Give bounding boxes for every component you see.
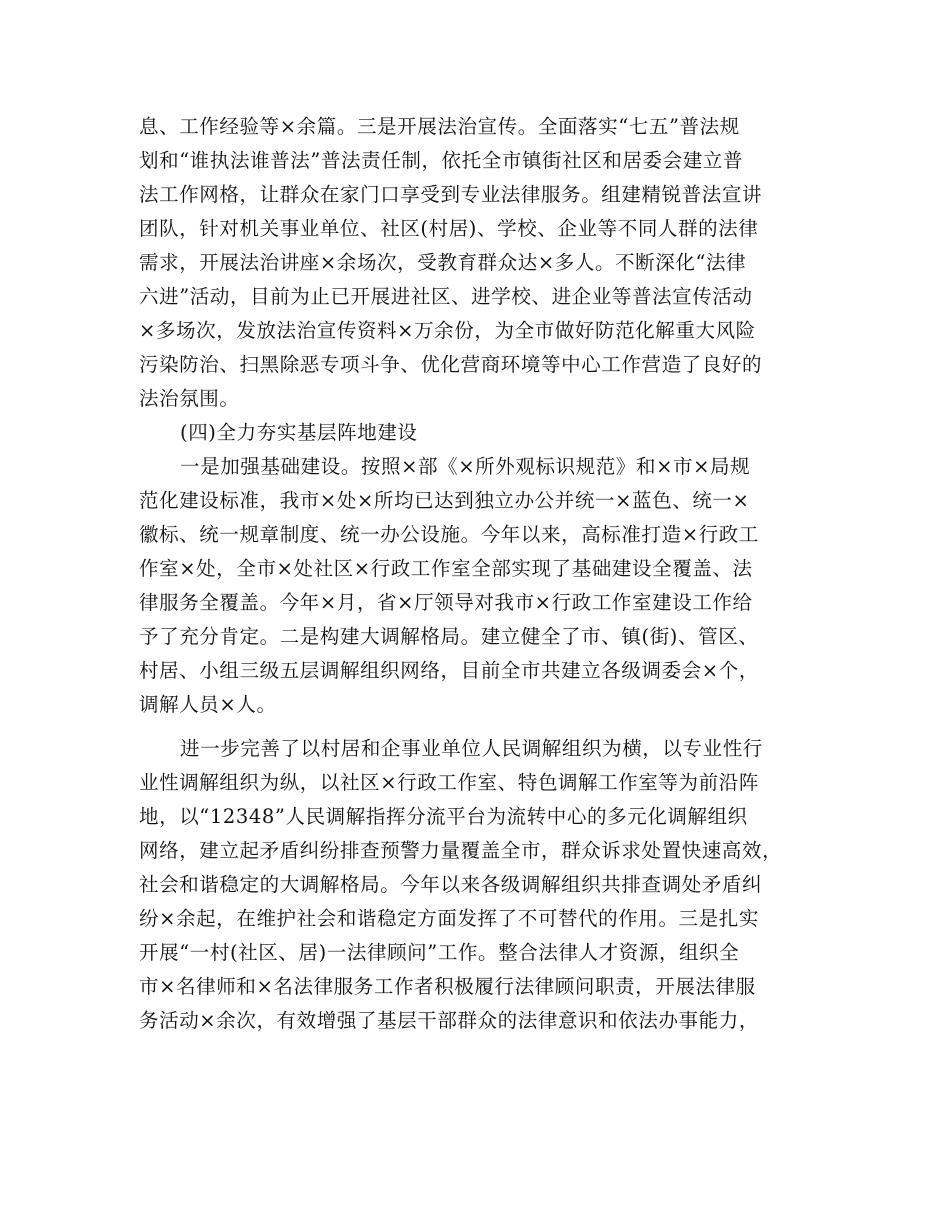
body-text-line: 息、工作经验等×余篇。三是开展法治宣传。全面落实“七五”普法规: [139, 115, 740, 138]
body-text-line: 法工作网格，让群众在家门口享受到专业法律服务。组建精锐普法宣讲: [139, 183, 763, 206]
body-text-line: 开展“一村(社区、居)一法律顾问”工作。整合法律人才资源，组织全: [139, 941, 740, 964]
body-text-line: 范化建设标准，我市×处×所均已达到独立办公并统一×蓝色、统一×: [139, 489, 750, 512]
body-text-line: 调解人员×人。: [139, 693, 277, 716]
body-text-line: 六进”活动，目前为止已开展进社区、进学校、进企业等普法宣传活动: [139, 285, 753, 308]
body-text-line: 作室×处，全市×处社区×行政工作室全部实现了基础建设全覆盖、法: [139, 557, 753, 580]
paragraph-first-line: 一是加强基础建设。按照×部《×所外观标识规范》和×市×局规: [180, 455, 751, 478]
body-text-line: 予了充分肯定。二是构建大调解格局。建立健全了市、镇(街)、管区、: [139, 625, 759, 648]
body-text-line: 徽标、统一规章制度、统一办公设施。今年以来，高标准打造×行政工: [139, 523, 759, 546]
body-text-line: ×多场次，发放法治宣传资料×万余份，为全市做好防范化解重大风险: [139, 319, 756, 342]
body-text-line: 污染防治、扫黑除恶专项斗争、优化营商环境等中心工作营造了良好的: [139, 353, 763, 376]
body-text-line: 网络，建立起矛盾纠纷排查预警力量覆盖全市，群众诉求处置快速高效，: [139, 839, 783, 862]
body-text-line: 法治氛围。: [139, 387, 240, 410]
body-text-line: 需求，开展法治讲座×余场次，受教育群众达×多人。不断深化“法律: [139, 251, 747, 274]
body-text-line: 律服务全覆盖。今年×月，省×厅领导对我市×行政工作室建设工作给: [139, 591, 753, 614]
body-text-line: 划和“谁执法谁普法”普法责任制，依托全市镇街社区和居委会建立普: [139, 149, 744, 172]
body-text-line: 业性调解组织为纵，以社区×行政工作室、特色调解工作室等为前沿阵: [139, 771, 759, 794]
paragraph-first-line: 进一步完善了以村居和企事业单位人民调解组织为横，以专业性行: [180, 737, 763, 760]
body-text-line: 村居、小组三级五层调解组织网络，目前全市共建立各级调委会×个，: [139, 659, 759, 682]
body-text-line: 市×名律师和×名法律服务工作者积极履行法律顾问职责，开展法律服: [139, 975, 756, 998]
body-text-line: 社会和谐稳定的大调解格局。今年以来各级调解组织共排查调处矛盾纠: [139, 873, 763, 896]
section-heading: (四)全力夯实基层阵地建设: [180, 421, 418, 444]
body-text-line: 团队，针对机关事业单位、社区(村居)、学校、企业等不同人群的法律: [139, 217, 759, 240]
body-text-line: 纷×余起，在维护社会和谐稳定方面发挥了不可替代的作用。三是扎实: [139, 907, 759, 930]
body-text-line: 地，以“12348”人民调解指挥分流平台为流转中心的多元化调解组织: [139, 805, 748, 828]
body-text-line: 务活动×余次，有效增强了基层干部群众的法律意识和依法办事能力，: [139, 1009, 759, 1032]
